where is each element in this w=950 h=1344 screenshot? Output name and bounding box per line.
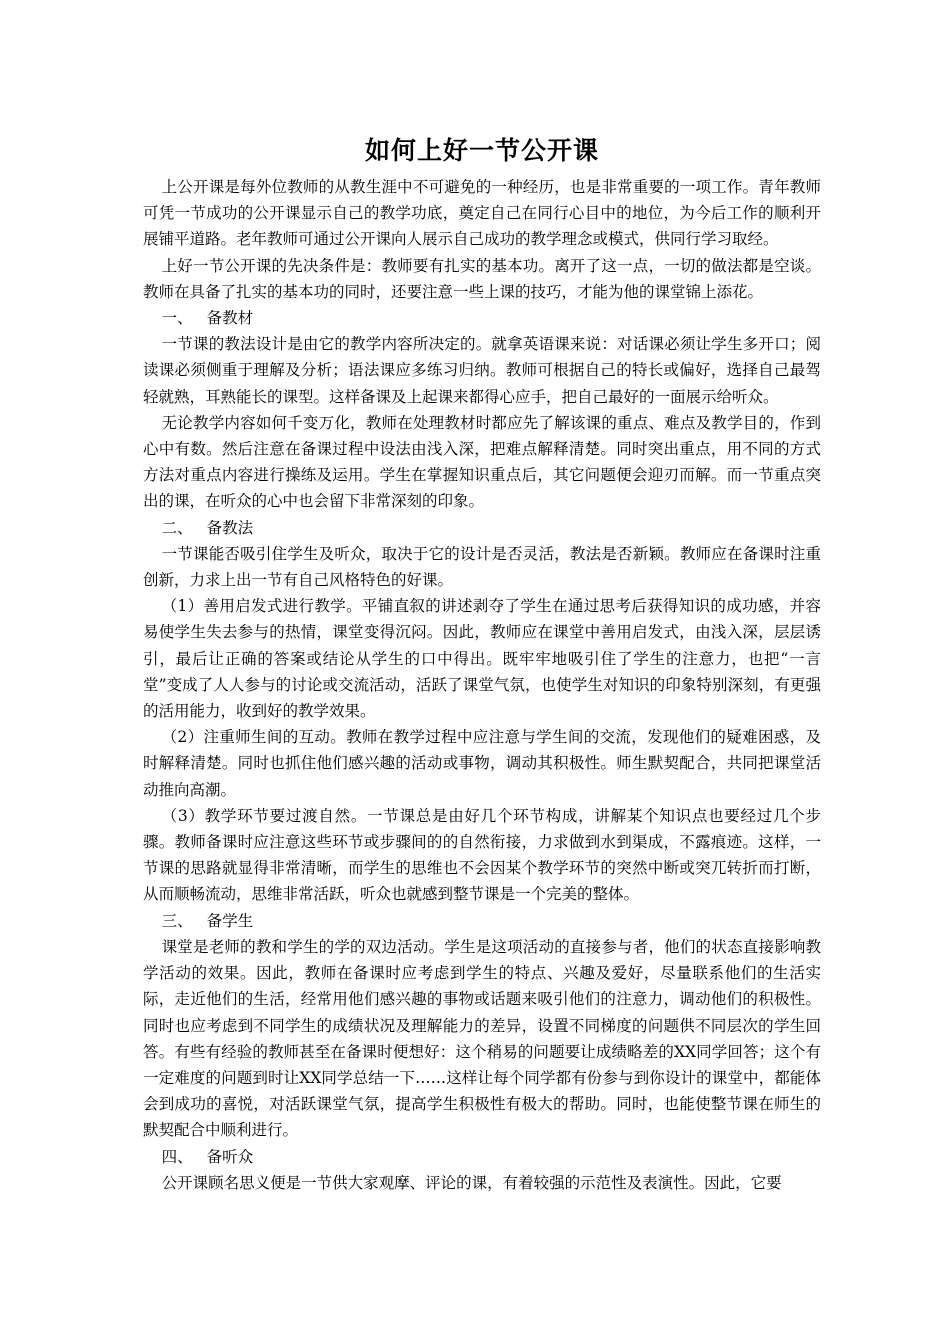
intro-paragraph-1: 上公开课是每外位教师的从教生涯中不可避免的一种经历，也是非常重要的一项工作。青年教师可凭一节成功的公开课显示自己的教学功底，奠定自己在同行心目中的地位，为今后工作的顺利开展铺平道路。老年教师可通过公开课向人展示自己成功的教学理念或模式，供同行学习取经。 — [143, 178, 821, 249]
section-title: 备听众 — [206, 1147, 254, 1166]
section-heading-4 — [143, 1144, 821, 1170]
section-2-paragraph-4: （3）教学环节要过渡自然。一节课总是由好几个环节构成，讲解某个知识点也要经过几个步骤。教师备课时应注意这些环节或步骤间的的自然衔接，力求做到水到渠成，不露痕迹。这样，一节课的思路就显得非常清晰，而学生的思维也不会因某个教学环节的突然中断或突兀转折而打断，从而顺畅流动，思维非常活跃，听众也就感到整节课是一个完美的整体。 — [143, 806, 821, 904]
section-number: 二、 — [161, 518, 193, 537]
section-heading-1 — [143, 305, 821, 331]
section-title: 备教材 — [206, 309, 254, 328]
section-heading-2 — [143, 515, 821, 541]
section-title: 备学生 — [206, 911, 254, 930]
section-2-paragraph-2: （1）善用启发式进行教学。平铺直叙的讲述剥夺了学生在通过思考后获得知识的成功感，并容易使学生失去参与的热情，课堂变得沉闷。因此，教师应在课堂中善用启发式，由浅入深，层层诱引，最后让正确的答案或结论从学生的口中得出。既牢牢地吸引住了学生的注意力，也把“一言堂”变成了人人参与的讨论或交流活动，活跃了课堂气氛，也使学生对知识的印象特别深刻，有更强的活用能力，收到好的教学效果。 — [143, 597, 821, 721]
section-number: 三、 — [161, 911, 193, 930]
section-heading-3 — [143, 908, 821, 934]
section-number: 一、 — [161, 309, 193, 328]
section-1-paragraph-2: 无论教学内容如何千变万化，教师在处理教材时都应先了解该课的重点、难点及教学目的，作到心中有数。然后注意在备课过程中设法由浅入深，把难点解释清楚。同时突出重点，用不同的方式方法对重点内容进行操练及运用。学生在掌握知识重点后，其它问题便会迎刃而解。而一节重点突出的课，在听众的心中也会留下非常深刻的印象。 — [143, 413, 821, 511]
section-4-paragraph-1: 公开课顾名思义便是一节供大家观摩、评论的课，有着较强的示范性及表演性。因此，它要 — [161, 1173, 782, 1192]
document-title: 如何上好一节公开课 — [364, 136, 599, 165]
intro-paragraph-2: 上好一节公开课的先决条件是：教师要有扎实的基本功。离开了这一点，一切的做法都是空谈。教师在具备了扎实的基本功的同时，还要注意一些上课的技巧，才能为他的课堂锦上添花。 — [143, 256, 821, 301]
section-2-paragraph-1: 一节课能否吸引住学生及听众，取决于它的设计是否灵活，教法是否新颖。教师应在备课时注重创新，力求上出一节有自己风格特色的好课。 — [143, 544, 821, 590]
section-title: 备教法 — [206, 518, 254, 537]
document-page — [143, 128, 821, 1196]
section-1-paragraph-1: 一节课的教法设计是由它的教学内容所决定的。就拿英语课来说：对话课必须让学生多开口；阅读课必须侧重于理解及分析；语法课应多练习归纳。教师可根据自己的特长或偏好，选择自己最驾轻就熟，耳熟能长的课型。这样备课及上起课来都得心应手，把自己最好的一面展示给听众。 — [143, 335, 821, 406]
section-2-paragraph-3: （2）注重师生间的互动。教师在教学过程中应注意与学生间的交流，发现他们的疑难困惑，及时解释清楚。同时也抓住他们感兴趣的活动或事物，调动其积极性。师生默契配合，共同把课堂活动推向高潮。 — [143, 728, 821, 799]
section-number: 四、 — [161, 1147, 193, 1166]
section-3-paragraph-1: 课堂是老师的教和学生的学的双边活动。学生是这项活动的直接参与者，他们的状态直接影响教学活动的效果。因此，教师在备课时应考虑到学生的特点、兴趣及爱好，尽量联系他们的生活实际，走近他们的生活，经常用他们感兴趣的事物或话题来吸引他们的注意力，调动他们的积极性。同时也应考虑到不同学生的成绩状况及理解能力的差异，设置不同梯度的问题供不同层次的学生回答。有些有经验的教师甚至在备课时便想好：这个稍易的问题要让成绩略差的XX同学回答；这个有一定难度的问题到时让XX同学总结一下……这样让每个同学都有份参与到你设计的课堂中，都能体会到成功的喜悦，对活跃课堂气氛，提高学生积极性有极大的帮助。同时，也能使整节课在师生的默契配合中顺利进行。 — [143, 937, 821, 1140]
